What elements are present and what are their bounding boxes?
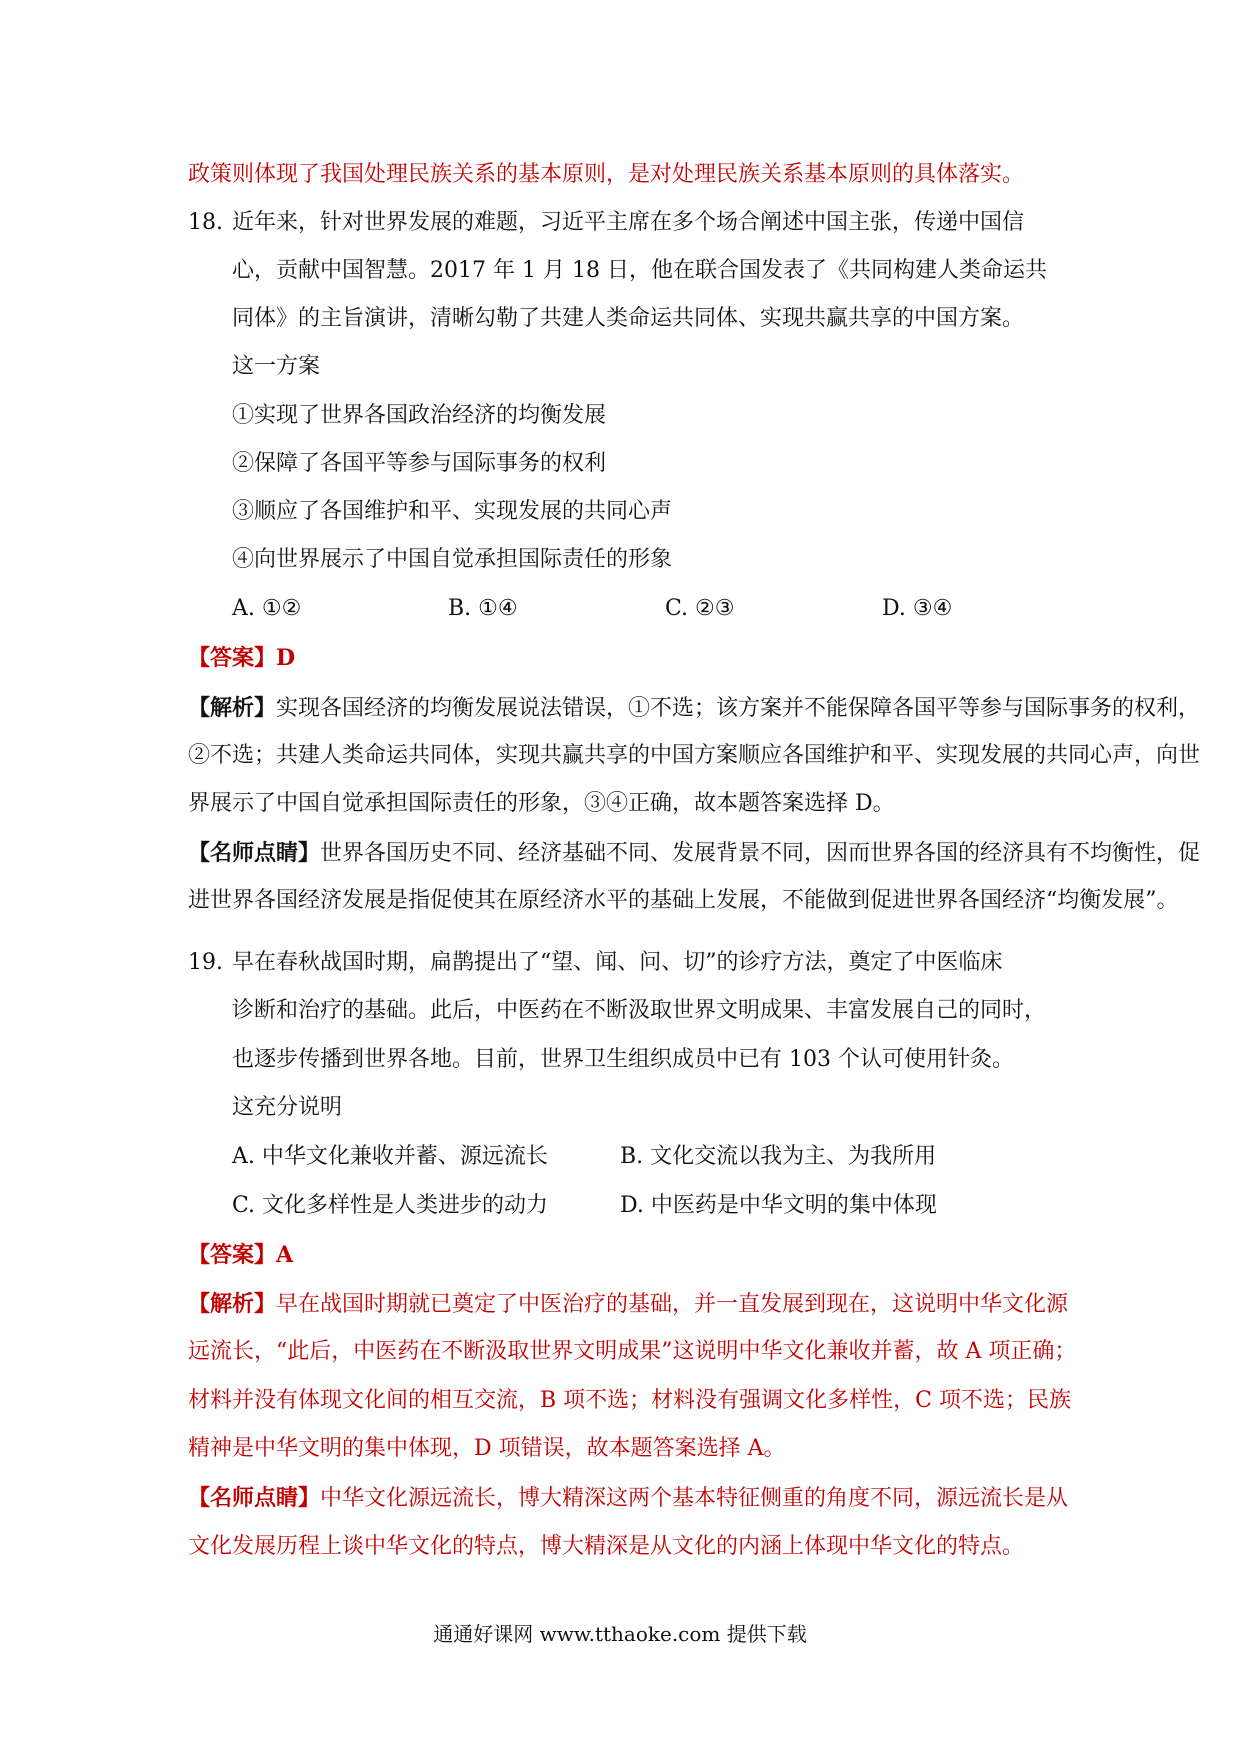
q19-answer-value: A — [276, 1242, 294, 1268]
q19-stem-line: 诊断和治疗的基础。此后，中医药在不断汲取世界文明成果、丰富发展自己的同时， — [232, 998, 1047, 1023]
q19-tip-line: 文化发展历程上谈中华文化的特点，博大精深是从文化的内涵上体现中华文化的特点。 — [188, 1534, 1025, 1559]
q18-answer-value: D — [276, 645, 296, 671]
q18-tip-text: 世界各国历史不同、经济基础不同、发展背景不同，因而世界各国的经济具有不均衡性，促 — [320, 841, 1201, 866]
q18-item: ③顺应了各国维护和平、实现发展的共同心声 — [232, 499, 673, 524]
q18-stem-line: 近年来，针对世界发展的难题，习近平主席在多个场合阐述中国主张，传递中国信 — [232, 210, 1025, 235]
intro-line: 政策则体现了我国处理民族关系的基本原则，是对处理民族关系基本原则的具体落实。 — [188, 162, 1025, 187]
q18-stem-line: 心，贡献中国智慧。2017 年 1 月 18 日，他在联合国发表了《共同构建人类命运共 — [232, 258, 1047, 283]
q19-answer — [188, 1240, 293, 1270]
q18-analysis-line: ②不选；共建人类命运共同体，实现共赢共享的中国方案顺应各国维护和平、实现发展的共同心声，向世 — [188, 743, 1201, 768]
q18-stem-line: 这一方案 — [232, 354, 321, 379]
q19-option-b: B. 文化交流以我为主、为我所用 — [620, 1144, 937, 1169]
q18-item: ①实现了世界各国政治经济的均衡发展 — [232, 403, 607, 428]
q19-tip-label: 【名师点睛】 — [188, 1485, 321, 1511]
q19-analysis-text: 早在战国时期就已奠定了中医治疗的基础，并一直发展到现在，这说明中华文化源 — [276, 1292, 1069, 1317]
q18-answer — [188, 643, 295, 673]
q19-stem-line: 也逐步传播到世界各地。目前，世界卫生组织成员中已有 103 个认可使用针灸。 — [232, 1047, 1014, 1072]
q18-option-c: C. ②③ — [665, 596, 735, 621]
q19-tip-text: 中华文化源远流长，博大精深这两个基本特征侧重的角度不同，源远流长是从 — [320, 1486, 1069, 1511]
q19-stem-line: 早在春秋战国时期，扁鹊提出了“望、闻、问、切”的诊疗方法，奠定了中医临床 — [232, 950, 1003, 975]
q18-stem-line: 同体》的主旨演讲，清晰勾勒了共建人类命运共同体、实现共赢共享的中国方案。 — [232, 306, 1025, 331]
page-footer: 通通好课网 www.tthaoke.com 提供下载 — [433, 1622, 807, 1646]
q18-answer-label: 【答案】 — [188, 645, 277, 671]
q18-number: 18. — [188, 210, 223, 235]
q19-tip-line — [188, 1483, 1068, 1514]
q18-item: ②保障了各国平等参与国际事务的权利 — [232, 451, 607, 476]
q18-analysis-line: 界展示了中国自觉承担国际责任的形象，③④正确，故本题答案选择 D。 — [188, 791, 895, 816]
q18-analysis-line — [188, 693, 1200, 724]
q18-tip-label: 【名师点睛】 — [188, 840, 321, 866]
q19-analysis-line — [188, 1289, 1068, 1320]
q18-analysis-text: 实现各国经济的均衡发展说法错误，①不选；该方案并不能保障各国平等参与国际事务的权利， — [276, 696, 1201, 721]
q19-analysis-line: 材料并没有体现文化间的相互交流，B 项不选；材料没有强调文化多样性，C 项不选；民族 — [188, 1388, 1071, 1413]
q19-stem-line: 这充分说明 — [232, 1095, 343, 1120]
q18-item: ④向世界展示了中国自觉承担国际责任的形象 — [232, 547, 673, 572]
q18-analysis-label: 【解析】 — [188, 695, 277, 721]
q18-option-a: A. ①② — [232, 596, 302, 621]
q19-analysis-line: 精神是中华文明的集中体现，D 项错误，故本题答案选择 A。 — [188, 1436, 786, 1461]
q19-answer-label: 【答案】 — [188, 1242, 277, 1268]
q19-option-d: D. 中医药是中华文明的集中体现 — [620, 1193, 937, 1218]
q19-option-a: A. 中华文化兼收并蓄、源远流长 — [232, 1144, 548, 1169]
q18-tip-line: 进世界各国经济发展是指促使其在原经济水平的基础上发展，不能做到促进世界各国经济“均衡发展”。 — [188, 888, 1179, 913]
q18-tip-line — [188, 838, 1200, 869]
q18-option-b: B. ①④ — [448, 596, 518, 621]
q19-option-c: C. 文化多样性是人类进步的动力 — [232, 1193, 549, 1218]
q19-analysis-line: 远流长，“此后，中医药在不断汲取世界文明成果”这说明中华文化兼收并蓄，故 A 项正确； — [188, 1339, 1077, 1364]
q19-analysis-label: 【解析】 — [188, 1291, 277, 1317]
q18-option-d: D. ③④ — [882, 596, 953, 621]
q19-number: 19. — [188, 950, 223, 975]
